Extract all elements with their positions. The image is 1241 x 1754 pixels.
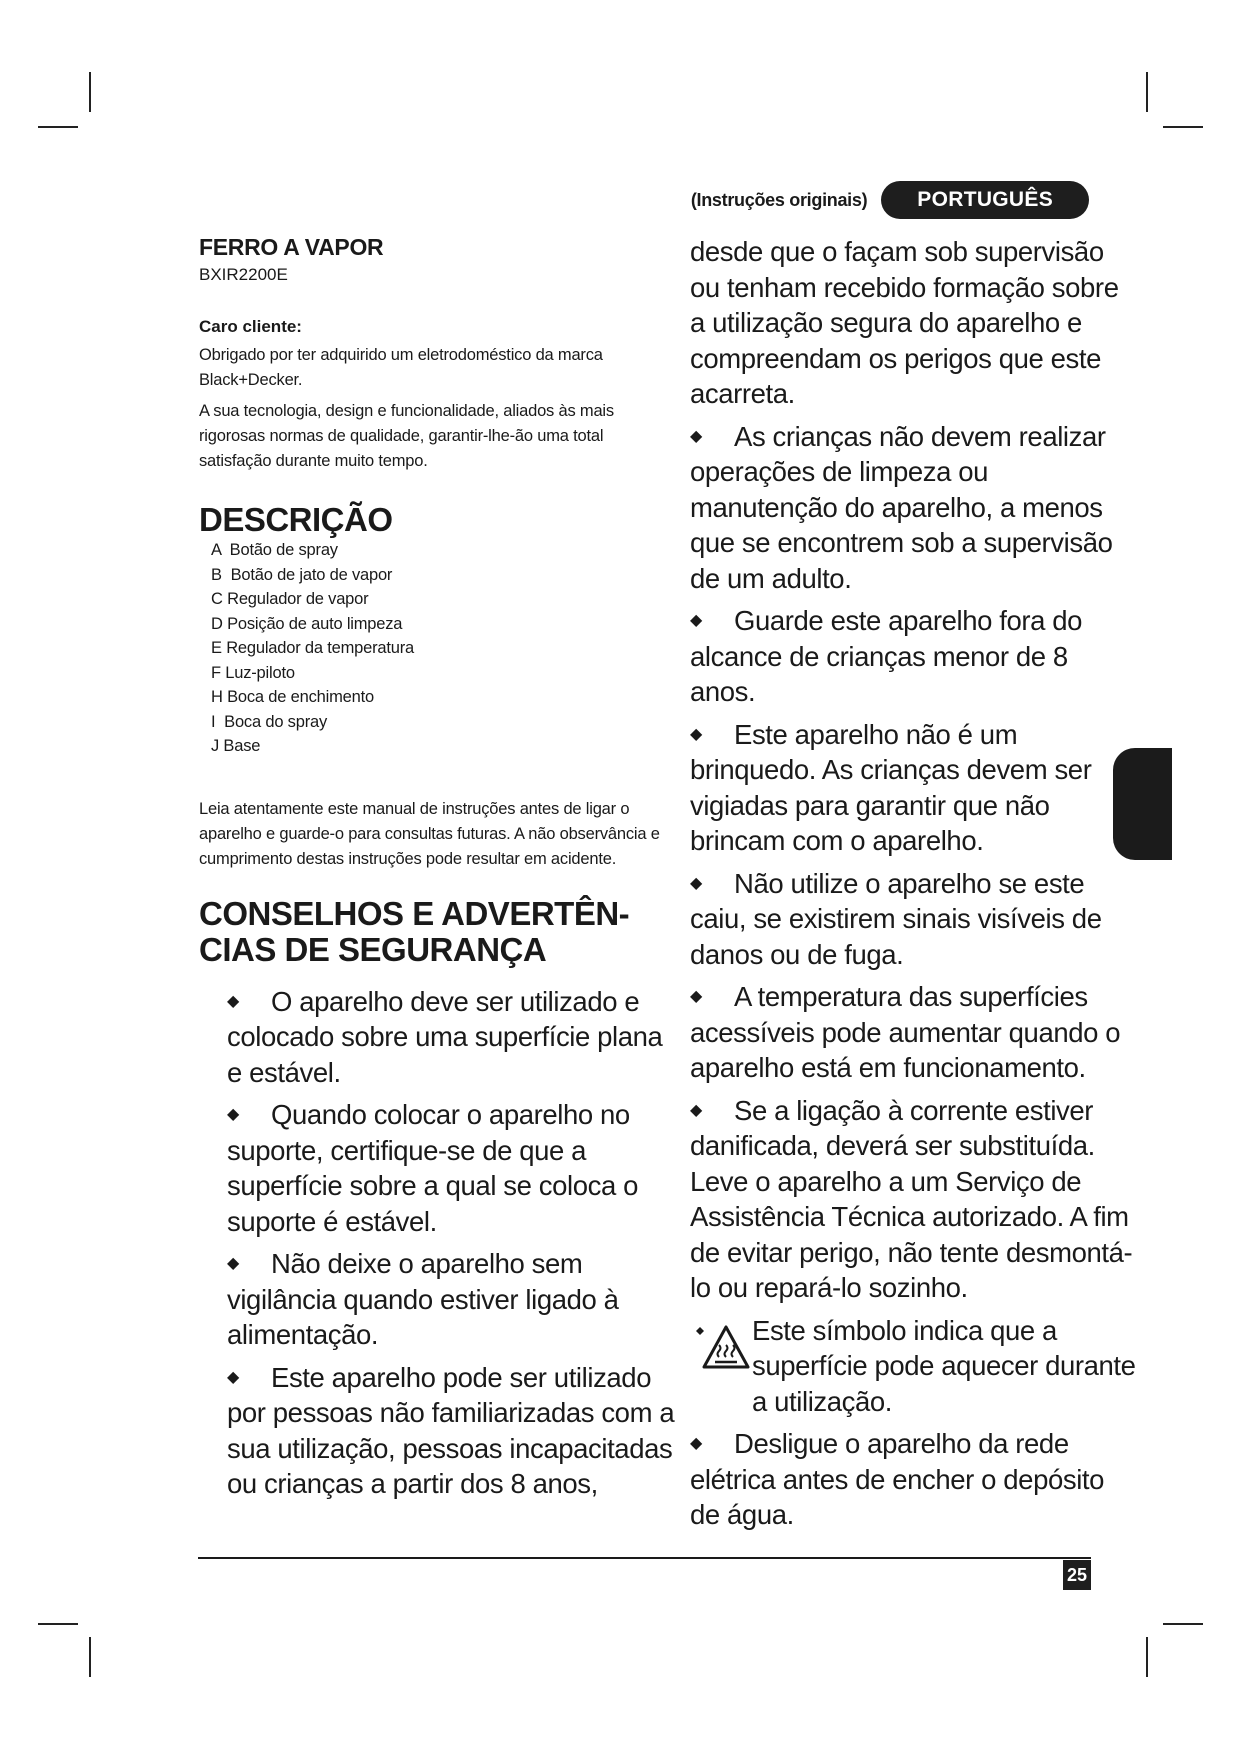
safety-item	[227, 1360, 679, 1502]
safety-item	[227, 1097, 679, 1239]
safety-heading	[199, 896, 669, 968]
diamond-bullet-icon: ◆	[690, 874, 702, 892]
crop-mark	[38, 126, 78, 128]
safety-list-right	[690, 419, 1140, 1533]
original-instructions-note: (Instruções originais)	[690, 189, 868, 210]
language-side-tab	[1113, 748, 1172, 860]
crop-mark	[1163, 1623, 1203, 1625]
page-number: 25	[1063, 1560, 1091, 1590]
safety-item-text: A temperatura das superfícies acessíveis pode aumentar quando o aparelho está em funcionamento.	[690, 981, 1121, 1083]
footer-rule	[198, 1557, 1091, 1559]
safety-list-left	[199, 984, 679, 1502]
safety-continuation: desde que o façam sob supervisão ou tenham recebido formação sobre a utilização segura do aparelho e compreendam os perigos que este acarreta.	[690, 236, 1119, 409]
safety-item-text: Este aparelho não é um brinquedo. As crianças devem ser vigiadas para garantir que não brincam com o aparelho.	[690, 718, 1092, 856]
read-instructions-note: Leia atentamente este manual de instruções antes de ligar o aparelho e guarde-o para consultas futuras. A não observância e cumprimento destas instruções pode resultar em acidente.	[199, 799, 660, 868]
description-item: I Boca do spray	[211, 712, 328, 731]
safety-heading-line: CONSELHOS E ADVERTÊN-	[199, 894, 630, 932]
description-item: B Botão de jato de vapor	[211, 565, 393, 584]
description-item: D Posição de auto limpeza	[211, 614, 403, 633]
safety-item	[227, 984, 679, 1091]
right-column	[690, 234, 1140, 1533]
safety-item-text: Não deixe o aparelho sem vigilância quando estiver ligado à alimentação.	[227, 1248, 619, 1350]
description-item: A Botão de spray	[211, 541, 338, 559]
safety-item-text: Não utilize o aparelho se este caiu, se existirem sinais visíveis de danos ou de fuga.	[690, 867, 1102, 970]
safety-item	[690, 1426, 1140, 1533]
safety-item-text: Guarde este aparelho fora do alcance de crianças menor de 8 anos.	[690, 605, 1083, 707]
diamond-bullet-icon: ◆	[690, 427, 702, 445]
description-item: C Regulador de vapor	[211, 590, 369, 608]
safety-item	[690, 419, 1140, 597]
language-header	[691, 181, 1089, 219]
safety-item	[690, 979, 1140, 1086]
product-model: BXIR2200E	[199, 265, 288, 284]
hot-surface-note: Este símbolo indica que a superfície pode aquecer durante a utilização.	[752, 1314, 1136, 1417]
safety-item	[690, 1093, 1140, 1306]
diamond-bullet-icon: ◆	[227, 1106, 239, 1123]
description-item: J Base	[211, 737, 261, 755]
safety-item	[690, 603, 1140, 710]
diamond-bullet-icon: ◆	[690, 988, 702, 1005]
crop-mark	[89, 1637, 91, 1677]
crop-mark	[38, 1623, 78, 1625]
safety-item	[690, 717, 1140, 859]
diamond-bullet-icon: ◆	[227, 1255, 239, 1272]
greeting-paragraph: A sua tecnologia, design e funcionalidade, aliados às mais rigorosas normas de qualidade, garantir-lhe-ão uma total satisfação durante muito tempo.	[199, 402, 614, 470]
crop-mark	[1146, 1637, 1148, 1677]
safety-item-text: As crianças não devem realizar operações de limpeza ou manutenção do aparelho, a menos que se encontrem sob a supervisão de um adulto.	[690, 420, 1113, 594]
safety-item-text: Quando colocar o aparelho no suporte, certifique-se de que a superfície sobre a qual se coloca o suporte é estável.	[227, 1099, 638, 1237]
crop-mark	[89, 72, 91, 112]
safety-heading-line: CIAS DE SEGURANÇA	[199, 930, 547, 968]
language-badge: PORTUGUÊS	[881, 181, 1089, 219]
description-heading: DESCRIÇÃO	[199, 501, 393, 538]
safety-item	[227, 1246, 679, 1353]
description-item: F Luz-piloto	[211, 663, 295, 682]
safety-item	[690, 866, 1140, 973]
diamond-bullet-icon: ◆	[227, 1368, 239, 1386]
product-title: FERRO A VAPOR	[199, 234, 384, 260]
crop-mark	[1163, 126, 1203, 128]
diamond-bullet-icon: ◆	[690, 612, 702, 629]
crop-mark	[1146, 72, 1148, 112]
description-list	[199, 538, 669, 759]
safety-item-text: O aparelho deve ser utilizado e colocado sobre uma superfície plana e estável.	[227, 985, 663, 1088]
hot-surface-warning-icon	[690, 1317, 752, 1377]
diamond-bullet-icon: ◆	[690, 1101, 702, 1119]
safety-item-text: Se a ligação à corrente estiver danificada, deverá ser substituída. Leve o aparelho a um Serviço de Assistência Técnica autorizado. A fim de evitar perigo, não tente desmontá-lo ou repará-lo sozinho.	[690, 1094, 1133, 1303]
diamond-bullet-icon: ◆	[690, 725, 702, 743]
greeting-title: Caro cliente:	[199, 317, 302, 336]
safety-item-hot-surface	[690, 1313, 1140, 1420]
description-item: E Regulador da temperatura	[211, 639, 415, 657]
left-column	[199, 234, 675, 1509]
greeting-paragraph: Obrigado por ter adquirido um eletrodoméstico da marca Black+Decker.	[199, 346, 603, 389]
description-item: H Boca de enchimento	[211, 688, 374, 706]
diamond-bullet-icon: ◆	[690, 1435, 702, 1452]
safety-item-text: Este aparelho pode ser utilizado por pessoas não familiarizadas com a sua utilização, pessoas incapacitadas ou crianças a partir dos 8 anos,	[227, 1361, 675, 1499]
safety-item-text: Desligue o aparelho da rede elétrica antes de encher o depósito de água.	[690, 1428, 1105, 1530]
diamond-bullet-icon: ◆	[227, 992, 239, 1010]
